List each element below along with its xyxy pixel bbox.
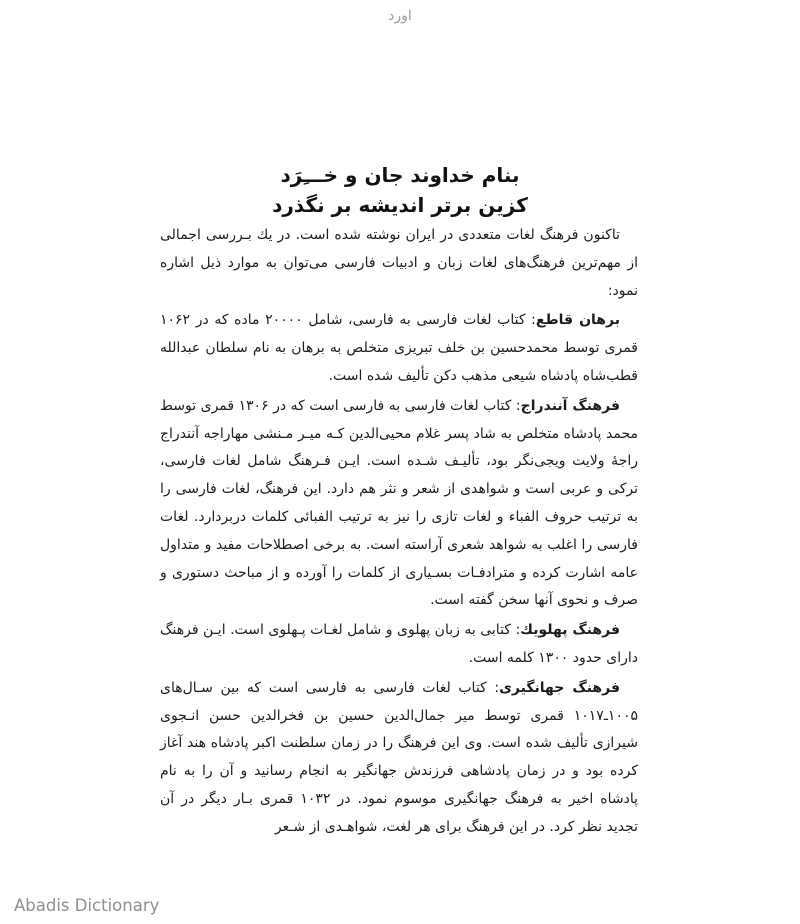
- opening-verse: [160, 160, 640, 220]
- paragraph-text: : کتاب لغات فارسی به فارسی است که در ۱۳۰۶ قمری توسط محمد پادشاه متخلص به شاد پسر غلام محیی‌الدین کـه میـر مـنشی مهاراجه آنندراج راجهٔ ولایت ویجی‌نگر بود، تألیـف شـده است. ایـن فـرهنگ شامل لغات فارسی، ترکی و عربی است و شواهدی از شعر و نثر هم دارد. این فرهنگ، لغات فارسی را به ترتیب حروف الفباء و لغات تازی را نیز به ترتیب الفبائی کلمات دربردارد. لغات فارسی را اغلب به شواهد شعری آراسته است. به برخی اصطلاحات مفید و متداول عامه اشارت کرده و مترادفـات بسـیاری از کلمات را آورده و از مباحث دستوری و صرف و نحوی آنها سخن گفته است.: [160, 397, 638, 609]
- verse-line-1: بنام خداوند جان و خـــِرَد: [280, 163, 520, 187]
- paragraph-jahangiri: [160, 675, 638, 842]
- watermark-label: Abadis Dictionary: [14, 896, 160, 915]
- paragraph-text: : کتاب لغات فارسی به فارسی است که بین سـال‌های ۱۰۰۵ـ۱۰۱۷ قمری توسط میر جمال‌الدین حسین بن فخرالدین حسن انـجوی شیرازی تألیف شده است. وی این فرهنگ را در زمان سلطنت اکبر پادشاه هند آغاز کرده بود و در زمان پادشاهی فرزندش جهانگیر به انجام رسانید و آن را به نام پادشاه اخیر به فرهنگ جهانگیری موسوم نمود. در ۱۰۳۲ قمری بـار دیگر در آن تجدید نظر کرد. در این فرهنگ برای هر لغت، شواهـدی از شـعر: [160, 679, 639, 835]
- paragraph-text: : کتابی به زبان پهلوی و شامل لغـات پـهلوی است. ایـن فرهنگ دارای حدود ۱۳۰۰ کلمه است.: [160, 622, 638, 666]
- paragraph-text: : کتاب لغات فارسی به فارسی، شامل ۲۰۰۰۰ ماده که در ۱۰۶۲ قمری توسط محمدحسین بن خلف تبریزی متخلص به برهان به نام سلطان عبدالله قطب‌شاه پادشاه شیعی مذهب دکن تألیف شده است.: [160, 312, 638, 384]
- entry-term: فرهنگ جهانگیری: [499, 679, 620, 696]
- paragraph-anandraj: [160, 393, 638, 615]
- page-header-label: اورد: [388, 8, 412, 24]
- paragraph-text: تاکنون فرهنگ لغات متعددی در ایران نوشته شده است. در یك بـررسی اجمالی از مهم‌ترین فرهنگ‌های لغات زبان و ادبیات فارسی می‌توان به موارد ذیل اشاره نمود:: [160, 227, 638, 299]
- entry-term: فرهنگ آنندراج: [520, 397, 620, 414]
- paragraph-pahlavik: [160, 617, 638, 673]
- article-body: [160, 222, 638, 844]
- paragraph-intro: [160, 222, 638, 305]
- verse-line-2: کزین برتر اندیشه بر نگذرد: [272, 193, 528, 217]
- entry-term: فرهنگ پهلویك: [520, 622, 620, 639]
- entry-term: برهان قاطع: [535, 312, 620, 329]
- paragraph-borhan-ghate: [160, 307, 638, 390]
